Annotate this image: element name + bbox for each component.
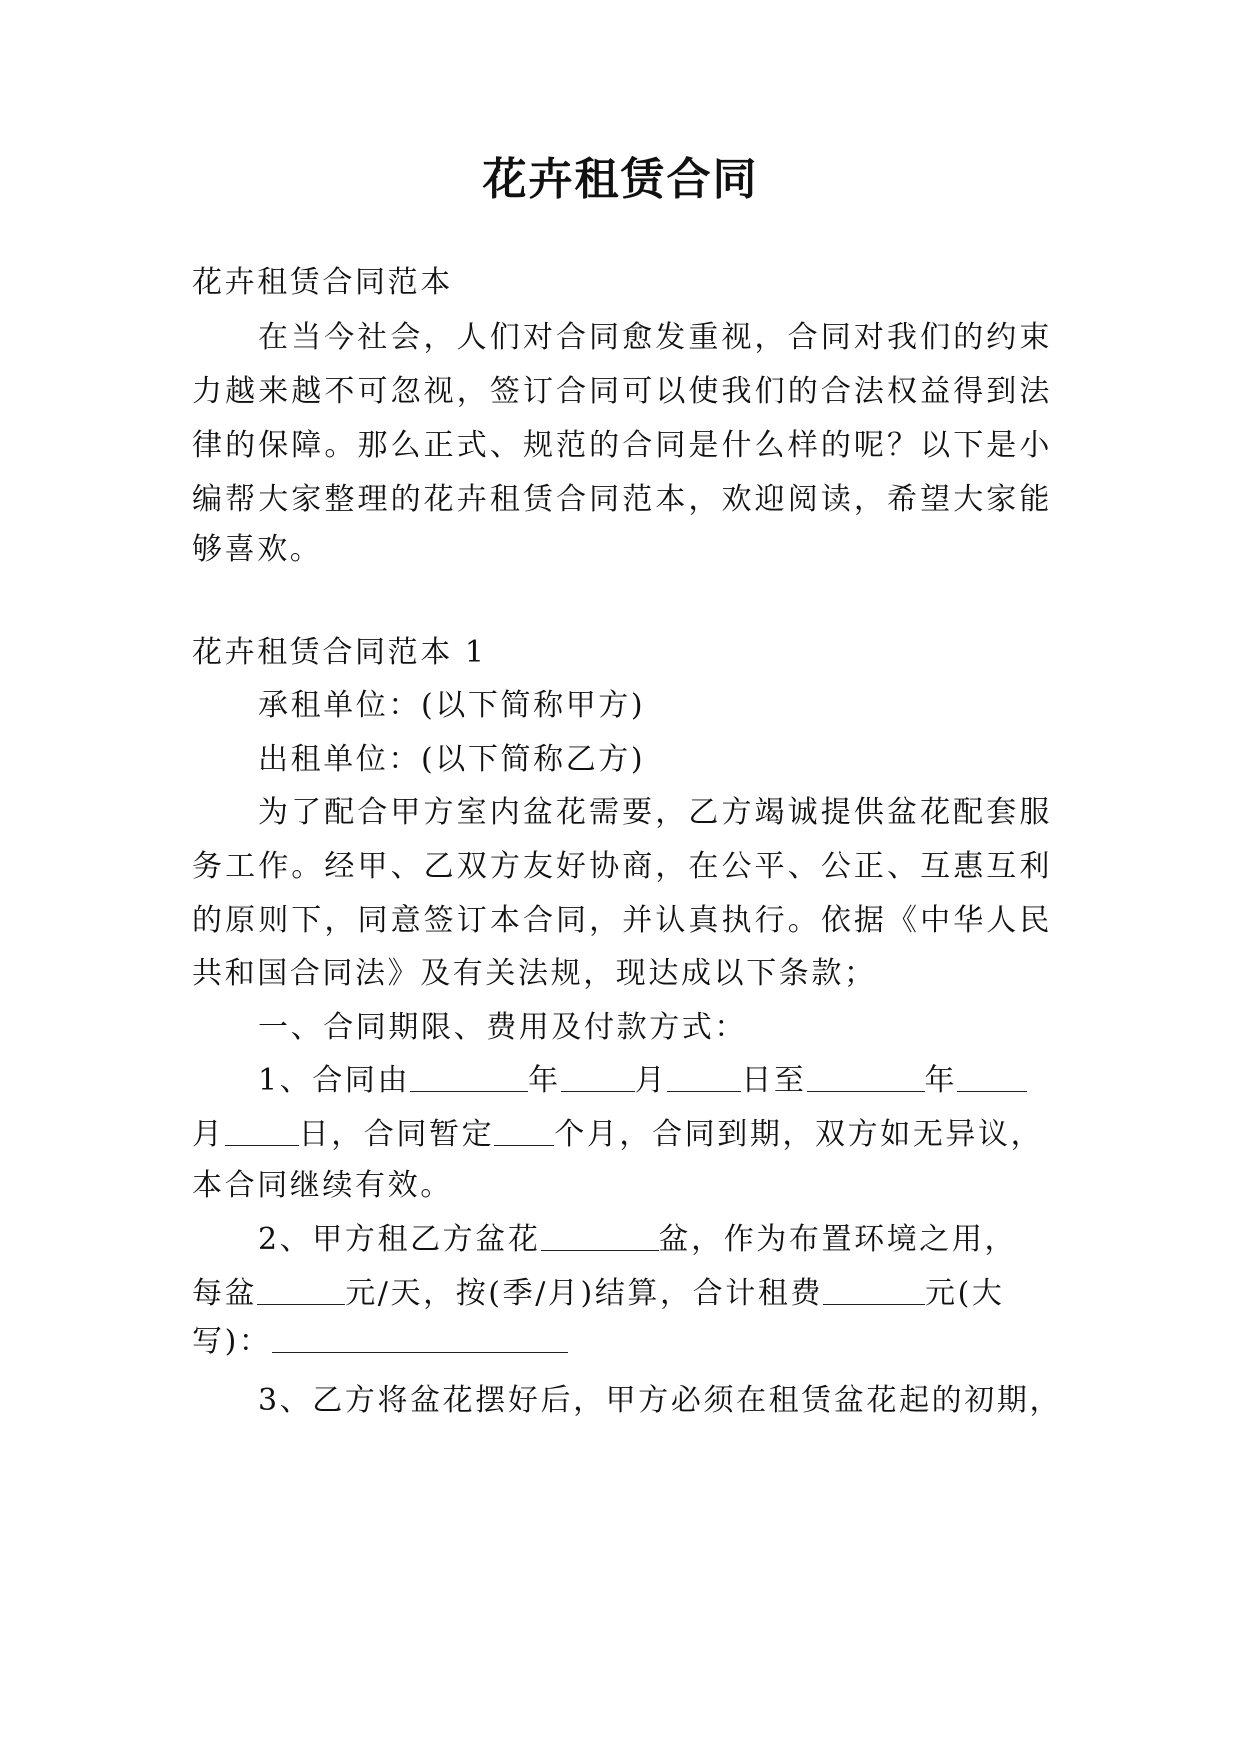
paragraph-line: 在当今社会，人们对合同愈发重视，合同对我们的约束 [258,320,1052,355]
fill-blank [667,1065,741,1092]
text-span: 月 [634,1063,668,1098]
text-span: 日，合同暂定 [298,1117,495,1152]
paragraph-line: 够喜欢。 [192,532,323,567]
paragraph-line: 的原则下，同意签订本合同，并认真执行。依据《中华人民 [192,903,1052,938]
text-span: 写)： [192,1324,272,1359]
text-span: 每盆 [192,1276,258,1311]
paragraph-line: 花卉租赁合同范本 [192,265,453,300]
text-span: 1、合同由 [258,1063,411,1098]
fill-blank [807,1065,925,1092]
clause-2-line-3 [192,1322,1052,1362]
clause-2-line-1 [258,1220,1052,1260]
text-span: 元/天，按(季/月)结算，合计租费 [345,1276,824,1311]
text-span: 个月，合同到期，双方如无异议， [554,1117,1044,1152]
clause-1-line-3: 本合同继续有效。 [192,1168,453,1203]
clause-1-line-1 [258,1061,1052,1101]
fill-blank [541,1224,659,1251]
paragraph-line: 务工作。经甲、乙双方友好协商，在公平、公正、互惠互利 [192,849,1052,884]
text-span: 年 [528,1063,561,1098]
clause-3-line-1: 3、乙方将盆花摆好后，甲方必须在租赁盆花起的初期， [258,1383,1063,1418]
paragraph-line: 出租单位：(以下简称乙方) [258,742,646,777]
paragraph-line: 律的保障。那么正式、规范的合同是什么样的呢？以下是小 [192,428,1052,463]
text-span: 月 [192,1117,225,1152]
fill-blank [225,1119,299,1146]
section-heading: 花卉租赁合同范本 1 [192,635,487,670]
clause-1-line-2 [192,1115,1052,1155]
fill-blank [494,1119,554,1146]
fill-blank [561,1065,635,1092]
fill-blank [823,1278,925,1305]
paragraph-line: 为了配合甲方室内盆花需要，乙方竭诚提供盆花配套服 [258,795,1052,830]
fill-blank [410,1065,528,1092]
text-span: 年 [924,1063,958,1098]
paragraph-line: 共和国合同法》及有关法规，现达成以下条款； [192,956,877,991]
paragraph-line: 编帮大家整理的花卉租赁合同范本，欢迎阅读，希望大家能 [192,482,1052,517]
clause-2-line-2 [192,1274,1052,1314]
document-title: 花卉租赁合同 [482,154,759,205]
paragraph-line: 承租单位：(以下简称甲方) [258,688,646,723]
text-span: 元(大 [925,1276,1005,1311]
fill-blank [957,1065,1027,1092]
text-span: 2、甲方租乙方盆花 [258,1222,541,1257]
fill-blank [257,1278,345,1305]
text-span: 盆，作为布置环境之用， [658,1222,1018,1257]
text-span: 日至 [741,1063,807,1098]
paragraph-line: 一、合同期限、费用及付款方式： [258,1010,747,1045]
fill-blank [272,1326,568,1353]
paragraph-line: 力越来越不可忽视，签订合同可以使我们的合法权益得到法 [192,374,1052,409]
